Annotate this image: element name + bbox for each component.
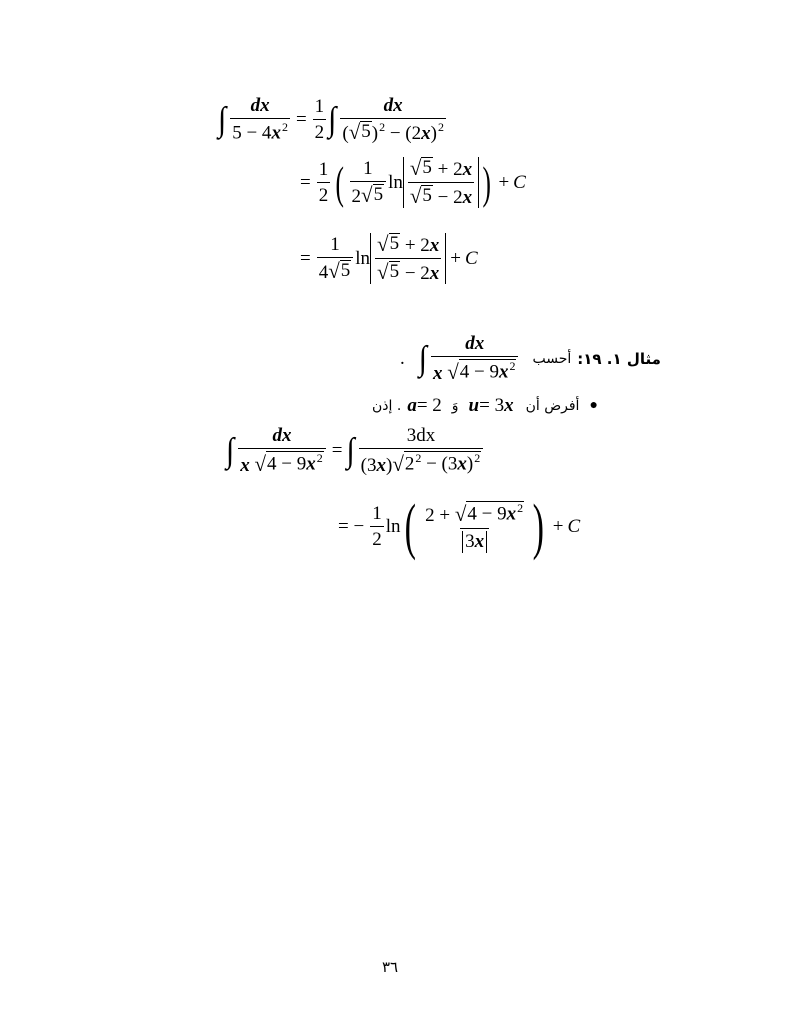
right-paren: ) <box>482 156 491 208</box>
square-root: √ 5 <box>328 258 351 283</box>
integral-sign: ∫ <box>218 100 227 139</box>
integral-sign: ∫ <box>328 100 337 139</box>
absolute-value <box>403 157 479 208</box>
fraction: dx ( √ 5 )$^2 - (2x)^2$ <box>342 95 444 144</box>
bullet-icon: ● <box>589 398 598 413</box>
integral-sign: ∫ <box>226 431 235 470</box>
square-root: √ $4 - 9x^2$ <box>447 358 516 385</box>
fraction: $\frac{1}{2}$ <box>318 158 329 206</box>
integral-sign: ∫ <box>418 339 427 378</box>
square-root: √ $4 - 9x^2$ <box>254 450 323 477</box>
bullet-line: . إذن a = 2 وَ u = 3 x أفرض أن ● <box>372 395 598 416</box>
square-root: √ $4 - 9x^2$ <box>454 501 524 527</box>
left-paren: ( <box>405 493 417 561</box>
fraction: 3dx (3x) √ $2^2 - (3x)^2$ <box>359 425 484 477</box>
derivation2-line1: ∫ dx x √ $4 - 9x^2$ = ∫ 3dx (3x) √ $2^2 - (3x)^2$ <box>226 425 485 477</box>
square-root: √ 5 <box>361 182 384 207</box>
derivation2-line2: = − $\frac{1}{2}$ ln ( 2 + √ $4 - 9x^2$ 3 x ) + C <box>338 493 581 561</box>
square-root: √ 5 <box>377 259 400 284</box>
absolute-value <box>370 233 446 284</box>
derivation1-line1: ∫ $\frac{dx}{5 - 4x^2}$ = $\frac{1}{2}$ ∫ dx ( √ 5 )$^2 - (2x)^2$ <box>218 95 444 144</box>
square-root: √ $2^2 - (3x)^2$ <box>392 450 481 477</box>
square-root: √ 5 <box>409 183 432 208</box>
fraction: dx x √ $4 - 9x^2$ <box>238 425 326 477</box>
fraction: 2 + √ $4 - 9x^2$ 3 x <box>425 501 524 553</box>
fraction: $\frac{1}{2}$ <box>314 95 325 143</box>
square-root: √ 5 <box>409 155 432 180</box>
square-root: √ 5 <box>348 119 371 144</box>
derivation1-line3: = 1 4 √ 5 ln √ 5 + 2x √ 5 − 2x + C <box>300 231 478 284</box>
fraction: √ 5 + 2x √ 5 − 2x <box>409 155 473 208</box>
fraction: $\frac{1}{2}$ <box>372 503 382 550</box>
right-paren: ) <box>532 493 545 561</box>
fraction: $\frac{dx}{5 - 4x^2}$ <box>232 95 288 144</box>
fraction: 1 2 √ 5 <box>350 158 387 208</box>
example-heading: . ∫ dx x √ $4 - 9x^2$ أحسب مثال ١. ١٩: <box>400 333 661 385</box>
absolute-value: 3 x <box>462 531 487 553</box>
left-paren: ( <box>335 156 345 208</box>
fraction: 1 4 √ 5 <box>317 234 354 284</box>
derivation1-line2: = $\frac{1}{2}$ ( 1 2 √ 5 ln √ 5 + 2x √ 5 − 2x ) + C <box>300 155 526 208</box>
page-number: ٣٦ <box>382 958 399 976</box>
square-root: √ 5 <box>377 231 400 256</box>
fraction: √ 5 + 2x √ 5 − 2x <box>377 231 440 284</box>
integral-sign: ∫ <box>346 431 355 470</box>
fraction: dx x √ $4 - 9x^2$ <box>431 333 519 385</box>
